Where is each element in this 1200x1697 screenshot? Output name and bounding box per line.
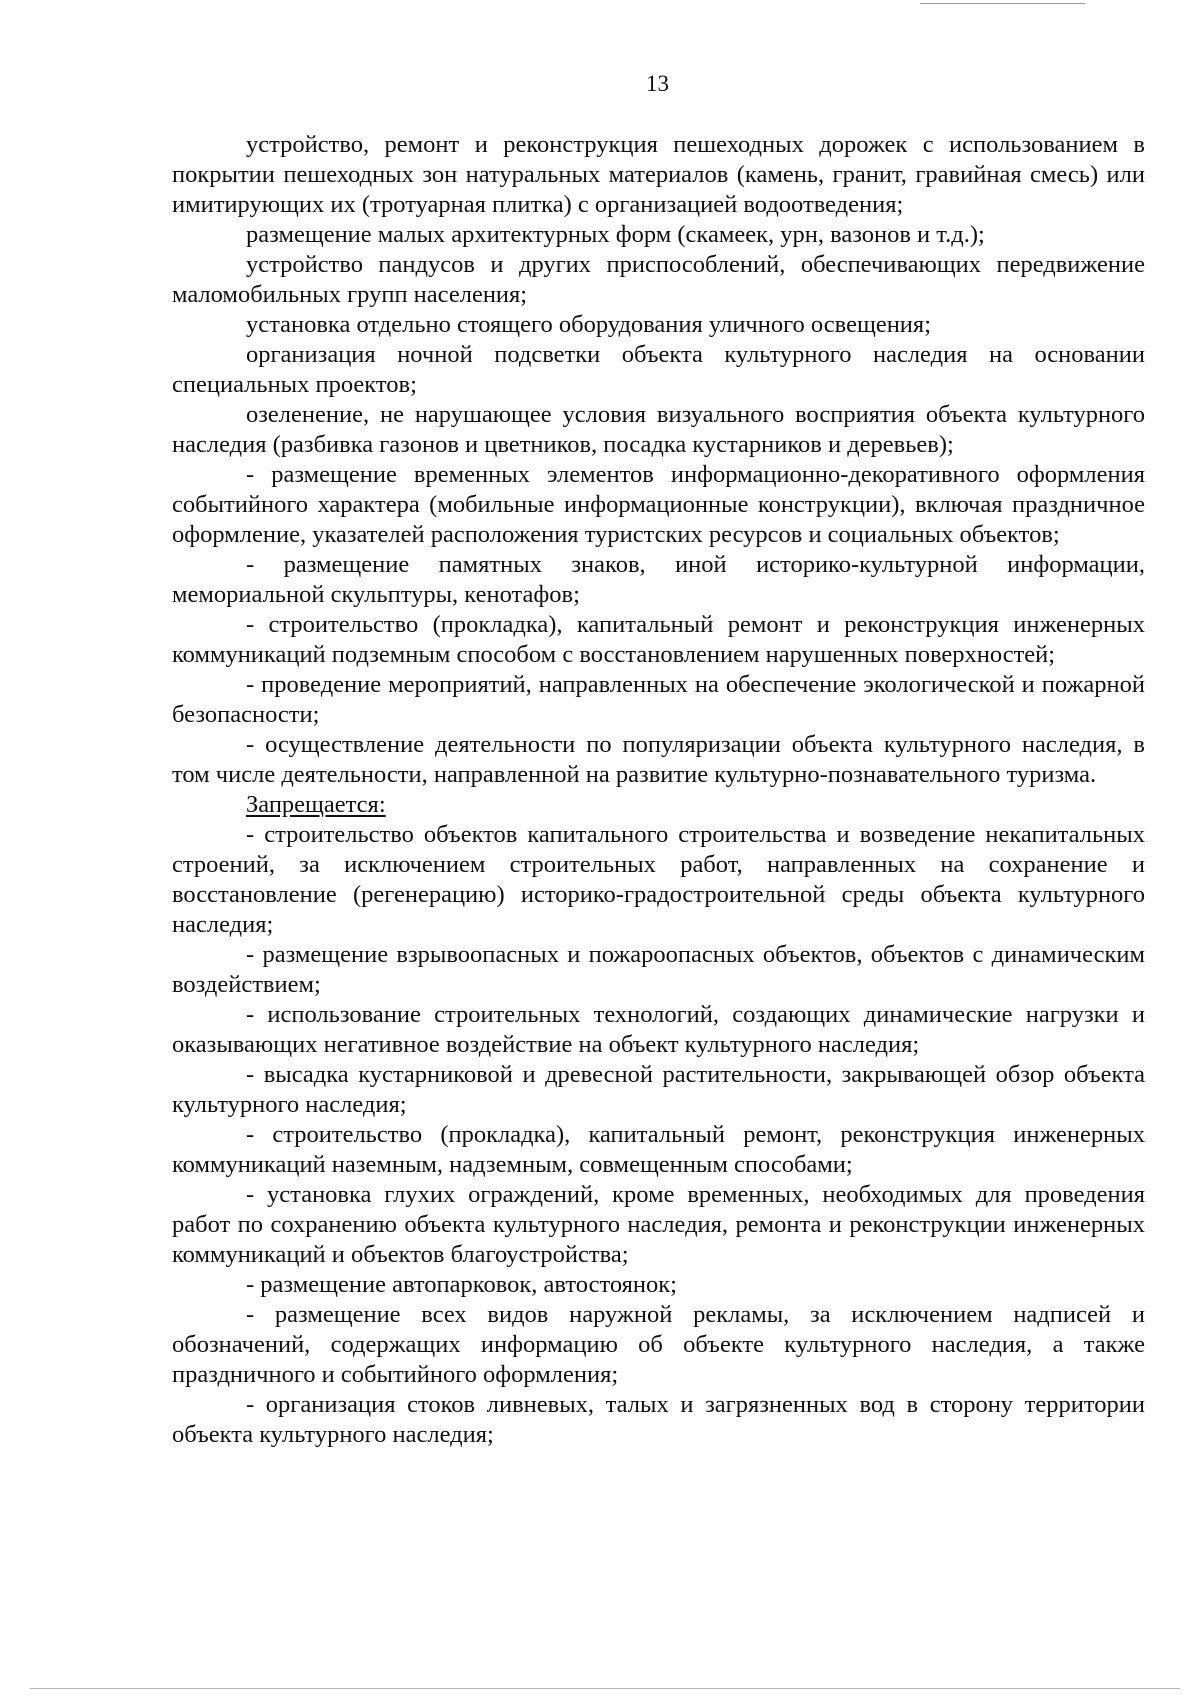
paragraph: организация ночной подсветки объекта культурного наследия на основании специальных проектов; — [172, 341, 1145, 398]
paragraph: - размещение всех видов наружной рекламы, за исключением надписей и обозначений, содержащих информацию об объекте культурного наследия, а также праздничного и событийного оформления; — [172, 1301, 1145, 1388]
paragraph: - установка глухих ограждений, кроме временных, необходимых для проведения работ по сохранению объекта культурного наследия, ремонта и реконструкции инженерных коммуникаций и объектов благоустройства; — [172, 1181, 1145, 1268]
document-body — [172, 130, 1145, 1450]
paragraph: - строительство (прокладка), капитальный ремонт, реконструкция инженерных коммуникаций наземным, надземным, совмещенным способами; — [172, 1121, 1145, 1178]
paragraph: устройство, ремонт и реконструкция пешеходных дорожек с использованием в покрытии пешеходных зон натуральных материалов (камень, гранит, гравийная смесь) или имитирующих их (тротуарная плитка) с организацией водоотведения; — [172, 131, 1145, 218]
scan-edge-line — [920, 3, 1085, 4]
paragraph: размещение малых архитектурных форм (скамеек, урн, вазонов и т.д.); — [246, 221, 985, 248]
paragraph: - осуществление деятельности по популяризации объекта культурного наследия, в том числе деятельности, направленной на развитие культурно-познавательного туризма. — [172, 731, 1145, 788]
paragraph: - размещение автопарковок, автостоянок; — [246, 1271, 677, 1298]
paragraph: - строительство (прокладка), капитальный ремонт и реконструкция инженерных коммуникаций подземным способом с восстановлением нарушенных поверхностей; — [172, 611, 1145, 668]
paragraph: - проведение мероприятий, направленных на обеспечение экологической и пожарной безопасности; — [172, 671, 1145, 728]
scan-edge-line — [30, 1688, 1180, 1689]
paragraph: - размещение временных элементов информационно-декоративного оформления событийного характера (мобильные информационные конструкции), включая праздничное оформление, указателей расположения туристских ресурсов и социальных объектов; — [172, 461, 1145, 548]
paragraph: - использование строительных технологий, создающих динамические нагрузки и оказывающих негативное воздействие на объект культурного наследия; — [172, 1001, 1145, 1058]
page-number: 13 — [646, 71, 669, 96]
paragraph: - организация стоков ливневых, талых и загрязненных вод в сторону территории объекта культурного наследия; — [172, 1391, 1145, 1448]
paragraph: - размещение взрывоопасных и пожароопасных объектов, объектов с динамическим воздействием; — [172, 941, 1145, 998]
paragraph: устройство пандусов и других приспособлений, обеспечивающих передвижение маломобильных групп населения; — [172, 251, 1145, 308]
paragraph: - размещение памятных знаков, иной историко-культурной информации, мемориальной скульптуры, кенотафов; — [172, 551, 1145, 608]
paragraph: - строительство объектов капитального строительства и возведение некапитальных строений, за исключением строительных работ, направленных на сохранение и восстановление (регенерацию) историко-градостроительной среды объекта культурного наследия; — [172, 821, 1145, 938]
section-heading-prohibited — [172, 790, 1145, 820]
paragraph: установка отдельно стоящего оборудования уличного освещения; — [246, 311, 931, 338]
paragraph: - высадка кустарниковой и древесной растительности, закрывающей обзор объекта культурного наследия; — [172, 1061, 1145, 1118]
paragraph: озеленение, не нарушающее условия визуального восприятия объекта культурного наследия (разбивка газонов и цветников, посадка кустарников и деревьев); — [172, 401, 1145, 458]
section-heading-text: Запрещается: — [246, 791, 386, 818]
